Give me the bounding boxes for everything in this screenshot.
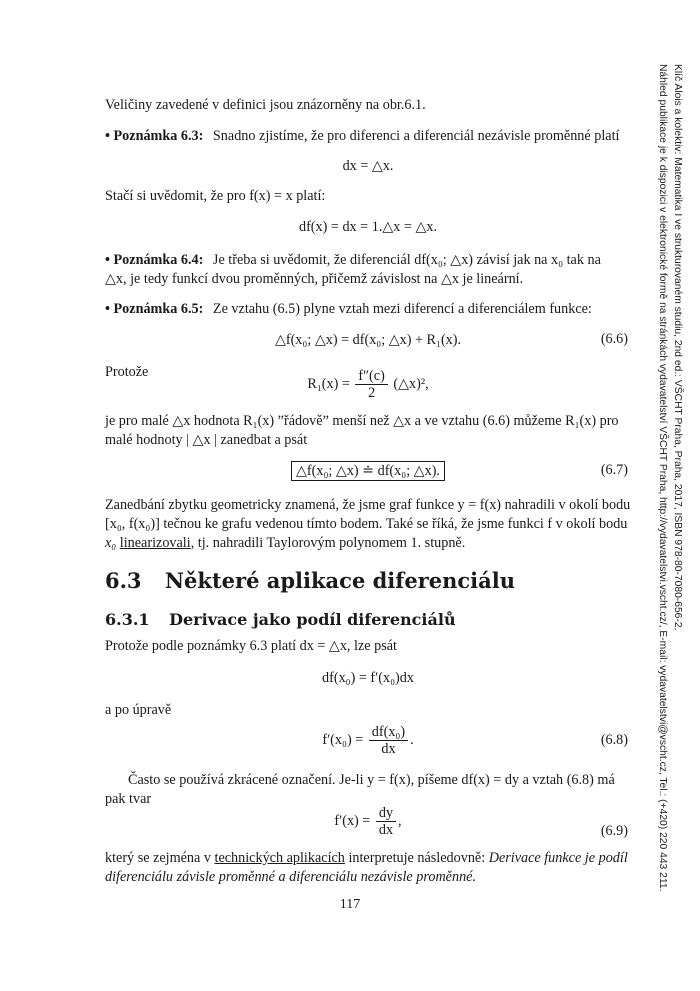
subsection-p4-line1: [105, 849, 628, 867]
remainder-lhs: R₁(x) =: [307, 375, 350, 392]
geometric-line2: [x₀, f(x₀)] tečnou ke grafu vedenou tímto bodem. Také se říká, že jsme funkci f v okolí bodu: [105, 516, 628, 532]
note-6-4-line1: Je třeba si uvědomit, že diferenciál df(x₀; △x) závisí jak na x₀ tak na: [212, 252, 601, 268]
geometric-line3-end: , tj. nahradili Taylorovým polynomem 1. stupně.: [190, 535, 466, 551]
eq-6-8-fraction: [369, 724, 408, 757]
remainder-rhs: (△x)²,: [393, 375, 429, 392]
linearizovali-term: linearizovali: [119, 535, 191, 551]
eq-6-9-end: ,: [398, 812, 402, 829]
subsection-p4-line2: [105, 868, 476, 886]
note-6-4-label: • Poznámka 6.4:: [105, 252, 204, 268]
subsection-p3-line2: pak tvar: [105, 791, 152, 807]
eq-6-9-numerator: dy: [376, 805, 396, 822]
note-6-4: [105, 251, 601, 269]
eq-6-9-lhs: f′(x) =: [334, 812, 371, 829]
equation-remainder: [105, 368, 631, 401]
eq-6-8-denominator: dx: [381, 741, 396, 757]
remainder-fraction: [355, 368, 387, 401]
p4-start: který se zejména v: [105, 850, 211, 866]
note-6-3-text: Snadno zjistíme, že pro diferenci a diferenciál nezávisle proměnné platí: [212, 128, 620, 144]
remainder-numerator: f″(c): [355, 368, 387, 385]
subsection-p2: a po úpravě: [105, 702, 172, 718]
equation-differential: df(x₀) = f′(x₀)dx: [322, 670, 414, 686]
equation-number-6-9: (6.9): [600, 823, 628, 839]
geometric-x0: x₀: [105, 535, 117, 551]
remainder-denominator: 2: [368, 385, 376, 401]
section-heading: [105, 568, 515, 593]
equation-df: df(x) = dx = 1.△x = △x.: [298, 219, 438, 235]
section-number: 6.3: [105, 568, 142, 593]
equation-number-6-7: (6.7): [600, 462, 628, 478]
equation-dx: dx = △x.: [342, 158, 394, 174]
sidebar-line-1: Klíč Alois a kolektiv: Matematika I ve strukturovaném studiu, 2nd ed.: VŠCHT Praha, Praha, 2017, ISBN 978-80-7080-656-2.: [672, 64, 683, 631]
note-6-5: [105, 300, 592, 318]
note-6-3: [105, 127, 619, 145]
subsection-p1: Protože podle poznámky 6.3 platí dx = △x, lze psát: [105, 638, 397, 654]
boxed-equation: △f(x₀; △x) ≐ df(x₀; △x).: [291, 461, 445, 481]
subsection-number: 6.3.1: [105, 610, 150, 629]
note-6-3-label: • Poznámka 6.3:: [105, 128, 204, 144]
equation-number-6-8: (6.8): [600, 732, 628, 748]
subsection-heading: [105, 610, 456, 629]
subsection-p3-line1: Často se používá zkrácené označení. Je-li y = f(x), píšeme df(x) = dy a vztah (6.8) má: [128, 772, 615, 788]
technicke-aplikace-term: technických aplikacích: [214, 850, 345, 866]
protoze-label: Protože: [105, 364, 149, 380]
note-6-4-line2: △x, je tedy funkcí dvou proměnných, přičemž závislost na △x je lineární.: [105, 271, 524, 287]
intro-paragraph: Veličiny zavedené v definici jsou znázorněny na obr.6.1.: [105, 97, 426, 113]
sidebar-line-2: Náhled publikace je k dispozici v elektronické formě na stránkách vydavatelství VŠCHT Praha, http://vydavatelstvi.vscht.cz/, E-mail: vydavatelstvi@vscht.cz, Tel.: (+420) 220 443 211.: [657, 64, 668, 892]
equation-6-7: [105, 462, 631, 480]
geometric-line3: [105, 534, 465, 552]
subsection-title: Derivace jako podíl diferenciálů: [169, 610, 456, 629]
p4-italic-1: Derivace funkce je podíl: [488, 850, 628, 866]
equation-6-6: △f(x₀; △x) = df(x₀; △x) + R₁(x).: [274, 332, 462, 348]
note-6-3-after: Stačí si uvědomit, že pro f(x) = x platí:: [105, 188, 326, 204]
equation-6-9: [105, 805, 631, 838]
equation-6-8: [105, 724, 631, 757]
remainder-text-line2: malé hodnoty | △x | zanedbat a psát: [105, 432, 308, 448]
geometric-line1: Zanedbání zbytku geometricky znamená, že jsme graf funkce y = f(x) nahradili v okolí bodu: [105, 497, 631, 513]
eq-6-8-lhs: f′(x₀) =: [322, 731, 364, 748]
p4-middle: interpretuje následovně:: [348, 850, 486, 866]
page-number: 117: [339, 897, 361, 912]
section-title: Některé aplikace diferenciálu: [164, 568, 515, 593]
eq-6-9-fraction: [376, 805, 396, 838]
note-6-5-text: Ze vztahu (6.5) plyne vztah mezi diferencí a diferenciálem funkce:: [212, 301, 592, 317]
note-6-5-label: • Poznámka 6.5:: [105, 301, 204, 317]
publisher-sidebar: [645, 64, 685, 924]
p4-italic-2: diferenciálu závisle proměnné a diferenciálu nezávisle proměnné.: [105, 869, 477, 885]
remainder-text-line1: je pro malé △x hodnota R₁(x) ”řádově” menší než △x a ve vztahu (6.6) můžeme R₁(x) pro: [105, 413, 619, 429]
equation-number-6-6: (6.6): [600, 331, 628, 347]
eq-6-8-numerator: df(x₀): [369, 724, 408, 741]
eq-6-8-end: .: [410, 731, 414, 748]
eq-6-9-denominator: dx: [378, 822, 394, 838]
